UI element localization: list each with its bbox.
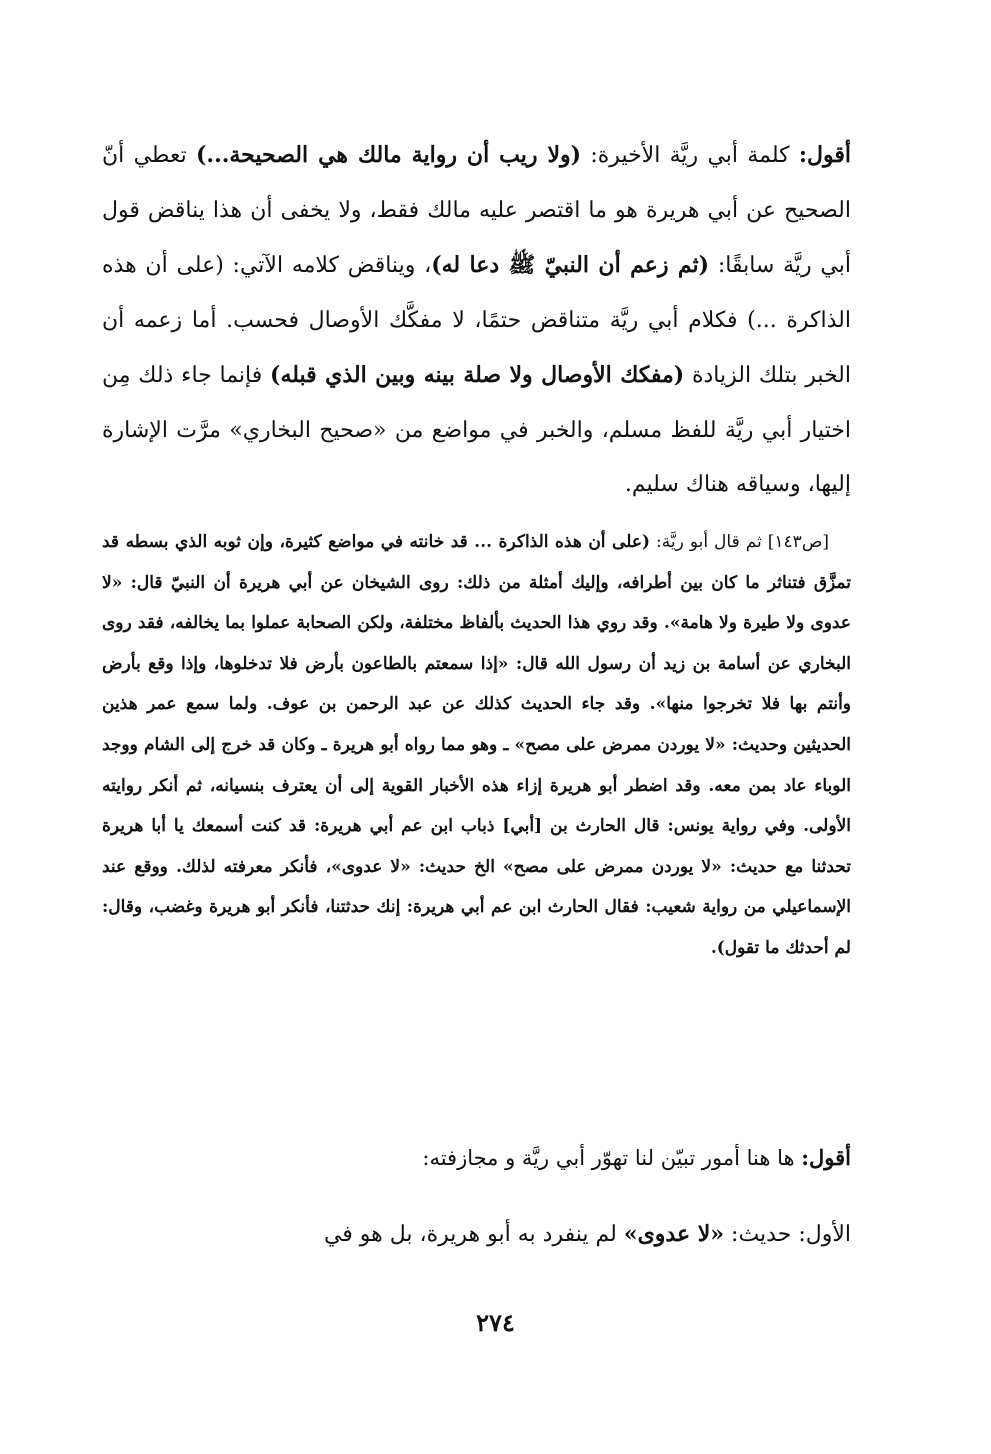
paragraph-2-intro: ثم قال أبو ريَّة:	[650, 532, 768, 552]
paragraph-3-text: ها هنا أمور تبيّن لنا تهوّر أبي ريَّة و مجازفته:	[422, 1146, 802, 1170]
aqul-label-2: أقول:	[801, 1145, 851, 1170]
paragraph-1-text-b: تعطي أنّ الصحيح عن أبي هريرة هو ما اقتصر عليه مالك فقط، ولا يخفى أن هذا يناقض قول أبي ريَّة سابقًا:	[102, 143, 851, 278]
paragraph-2-quote: (على أن هذه الذاكرة ... قد خانته في مواضع كثيرة، وإن ثوبه الذي بسطه قد تمزَّق فتناثر ما كان بين أطرافه، وإليك أمثلة من ذلك: روى الشيخان عن أبي هريرة أن النبيّ قال: «لا عدوى ولا طيرة ولا هامة». وقد روي هذا الحديث بألفاظ مختلفة، ولكن الصحابة عملوا بما يخالفه، فقد روى البخاري عن أسامة بن زيد أن رسول الله قال: «إذا سمعتم بالطاعون بأرض فلا تدخلوها، وإذا وقع بأرض وأنتم بها فلا تخرجوا منها». وقد جاء الحديث كذلك عن عبد الرحمن بن عوف. ولما سمع عمر هذين الحديثين وحديث: «لا يوردن ممرض على مصح» ـ وهو مما رواه أبو هريرة ـ وكان قد خرج إلى الشام ووجد الوباء عاد بمن معه. وقد اضطر أبو هريرة إزاء هذه الأخبار القوية إلى أن يعترف بنسيانه، ثم أنكر روايته الأولى. وفي رواية يونس: قال الحارث بن [أبي] ذباب ابن عم أبي هريرة: قد كنت أسمعك يا أبا هريرة تحدثنا مع حديث: «لا يوردن ممرض على مصح» الخ حديث: «لا عدوى»، فأنكر معرفته لذلك. ووقع عند الإسماعيلي من رواية شعيب: فقال الحارث ابن عم أبي هريرة: إنك حدثتنا، فأنكر أبو هريرة وغضب، وقال: لم أحدثك ما تقول).	[102, 532, 851, 958]
paragraph-4-text-b: لم ينفرد به أبو هريرة، بل هو في	[323, 1222, 624, 1247]
paragraph-4-text-a: الأول: حديث:	[724, 1222, 851, 1247]
aqul-label: أقول:	[798, 142, 852, 168]
page-reference: [ص١٤٣]	[767, 532, 829, 552]
page-number: ٢٧٤	[476, 1308, 515, 1337]
paragraph-1-quote-3: (مفكك الأوصال ولا صلة بينه وبين الذي قبله)	[270, 362, 685, 388]
paragraph-4	[102, 1212, 851, 1257]
paragraph-1-text-a: كلمة أبي ريَّة الأخيرة:	[581, 143, 799, 168]
paragraph-2	[102, 522, 851, 969]
paragraph-1-quote: (ولا ريب أن رواية مالك هي الصحيحة...)	[196, 142, 582, 168]
paragraph-3	[102, 1138, 851, 1178]
paragraph-1-text-d: فإنما جاء ذلك مِن اختيار أبي ريَّة للفظ مسلم، والخبر في مواضع من «صحيح البخاري» مرَّت الإشارة إليها، وسياقه هناك سليم.	[102, 363, 851, 497]
paragraph-1-text-c: ، ويناقض كلامه الآتي: (على أن هذه الذاكرة ...) فكلام أبي ريَّة متناقض حتمًا، لا مفكَّك الأوصال فحسب. أما زعمه أن الخبر بتلك الزيادة	[102, 253, 851, 388]
paragraph-4-quote: «لا عدوى»	[623, 1221, 725, 1247]
paragraph-1	[102, 128, 851, 513]
paragraph-1-quote-2: (ثم زعم أن النبيّ ﷺ دعا له)	[431, 252, 710, 278]
